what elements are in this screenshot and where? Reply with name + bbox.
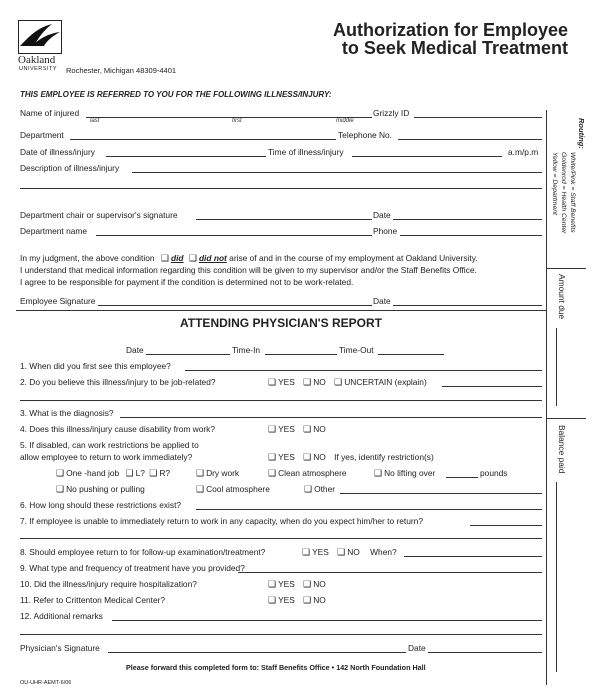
q11-options xyxy=(268,595,326,606)
logo-name: Oakland xyxy=(18,54,56,66)
right-radio-icon[interactable]: ❑ xyxy=(149,468,158,478)
telephone-label: Telephone No. xyxy=(338,130,393,140)
no-pushing-radio-icon[interactable]: ❑ xyxy=(56,484,65,494)
referral-heading: THIS EMPLOYEE IS REFERRED TO YOU FOR THE FOLLOWING ILLNESS/INJURY: xyxy=(20,90,332,99)
q9-field[interactable] xyxy=(238,572,542,573)
q8-no-label: NO xyxy=(347,547,360,557)
q2-explain-field[interactable] xyxy=(442,386,542,387)
physician-sig-field[interactable] xyxy=(108,652,406,653)
q2-no-label: NO xyxy=(313,377,326,387)
ampm-label: a.m/p.m xyxy=(508,147,539,157)
routing-line-2: Goldenrod = Health Center xyxy=(560,152,567,234)
q2-uncertain-radio-icon[interactable]: ❑ xyxy=(334,377,343,387)
date-illness-field[interactable] xyxy=(106,156,266,157)
clean-radio-icon[interactable]: ❑ xyxy=(268,468,277,478)
employee-sig-label: Employee Signature xyxy=(20,296,96,306)
q9-label: 9. What type and frequency of treatment have you provided? xyxy=(20,563,245,573)
dept-name-label: Department name xyxy=(20,226,88,236)
q12-field[interactable] xyxy=(112,620,542,621)
pounds-label: pounds xyxy=(480,468,508,478)
time-out-field[interactable] xyxy=(378,354,444,355)
q8-options xyxy=(302,547,397,558)
q8-yes-label: YES xyxy=(312,547,329,557)
grizzly-label: Grizzly ID xyxy=(373,108,410,118)
q10-no-label: NO xyxy=(313,579,326,589)
q5-label-a: 5. If disabled, can work restrictions be applied to xyxy=(20,440,199,450)
onehand-radio-icon[interactable]: ❑ xyxy=(56,468,65,478)
cool-radio-icon[interactable]: ❑ xyxy=(196,484,205,494)
q1-field[interactable] xyxy=(185,370,542,371)
q2-label: 2. Do you believe this illness/injury to be job-related? xyxy=(20,377,216,387)
chair-date-label: Date xyxy=(373,210,391,220)
q11-yes-radio-icon[interactable]: ❑ xyxy=(268,595,277,605)
department-field[interactable] xyxy=(70,139,336,140)
q5-if-yes-label: If yes, identify restriction(s) xyxy=(334,452,434,462)
q12-field-2[interactable] xyxy=(20,634,542,635)
time-in-label: Time-In xyxy=(232,345,261,355)
employee-date-field[interactable] xyxy=(393,305,542,306)
onehand-label: One -hand job xyxy=(66,468,120,478)
did-label: did xyxy=(170,253,184,263)
q3-label: 3. What is the diagnosis? xyxy=(20,408,114,418)
time-illness-field[interactable] xyxy=(352,156,502,157)
phone-field[interactable] xyxy=(400,235,542,236)
address: Rochester, Michigan 48309-4401 xyxy=(66,66,177,75)
judgment-line1 xyxy=(20,253,478,264)
q4-options xyxy=(268,424,326,435)
balance-paid-label: Balance paid xyxy=(557,425,567,474)
description-field-2[interactable] xyxy=(20,188,542,189)
dry-work-option xyxy=(196,468,239,479)
side-divider-2 xyxy=(546,418,586,419)
judgment-line3: I agree to be responsible for payment if the condition is determined not to be work-related. xyxy=(20,277,354,287)
physician-date-field[interactable] xyxy=(428,652,542,653)
q8-label: 8. Should employee return to for follow-up examination/treatment? xyxy=(20,547,266,557)
employee-sig-field[interactable] xyxy=(98,305,372,306)
chair-sig-label: Department chair or supervisor's signature xyxy=(20,210,178,220)
q11-no-label: NO xyxy=(313,595,326,605)
description-label: Description of illness/injury xyxy=(20,163,120,173)
no-lifting-option xyxy=(374,468,435,479)
date-illness-label: Date of illness/injury xyxy=(20,147,95,157)
q10-yes-radio-icon[interactable]: ❑ xyxy=(268,579,277,589)
clean-label: Clean atmosphere xyxy=(278,468,347,478)
left-label: L? xyxy=(135,468,145,478)
routing-label: Routing: xyxy=(577,118,586,149)
clean-atmosphere-option xyxy=(268,468,347,479)
dept-name-field[interactable] xyxy=(96,235,372,236)
no-pushing-option xyxy=(56,484,145,495)
dry-work-label: Dry work xyxy=(206,468,240,478)
q4-no-label: NO xyxy=(313,424,326,434)
q6-field[interactable] xyxy=(196,509,542,510)
time-out-label: Time-Out xyxy=(339,345,374,355)
grizzly-field[interactable] xyxy=(414,117,542,118)
q11-label: 11. Refer to Crittenton Medical Center? xyxy=(20,595,166,605)
q5-yes-radio-icon[interactable]: ❑ xyxy=(268,452,277,462)
q2-explain-field-2[interactable] xyxy=(20,400,542,401)
time-illness-label: Time of illness/injury xyxy=(268,147,344,157)
q8-when-field[interactable] xyxy=(404,556,542,557)
q11-yes-label: YES xyxy=(278,595,295,605)
visit-date-field[interactable] xyxy=(146,354,230,355)
department-label: Department xyxy=(20,130,64,140)
q1-label: 1. When did you first see this employee? xyxy=(20,361,171,371)
q10-no-radio-icon[interactable]: ❑ xyxy=(303,579,312,589)
q5-no-radio-icon[interactable]: ❑ xyxy=(303,452,312,462)
description-field-1[interactable] xyxy=(132,172,542,173)
logo-emblem-icon xyxy=(18,20,62,54)
no-pushing-label: No pushing or pulling xyxy=(66,484,145,494)
amount-due-field[interactable] xyxy=(556,328,557,406)
side-divider-1 xyxy=(546,268,586,269)
routing-line-1: White/Pink = Staff Benefits xyxy=(569,152,576,233)
telephone-field[interactable] xyxy=(398,139,542,140)
name-label: Name of injured xyxy=(20,108,80,118)
balance-paid-field[interactable] xyxy=(556,482,557,672)
q5-yes-label: YES xyxy=(278,452,295,462)
form-title-line2: to Seek Medical Treatment xyxy=(341,38,568,58)
physician-date-label: Date xyxy=(408,643,426,653)
q4-yes-label: YES xyxy=(278,424,295,434)
physician-sig-label: Physician's Signature xyxy=(20,643,100,653)
q8-yes-radio-icon[interactable]: ❑ xyxy=(302,547,311,557)
chair-date-field[interactable] xyxy=(393,219,542,220)
other-radio-icon[interactable]: ❑ xyxy=(304,484,313,494)
q10-yes-label: YES xyxy=(278,579,295,589)
q2-yes-label: YES xyxy=(278,377,295,387)
judgment-suffix: arise of and in the course of my employment at Oakland University. xyxy=(229,253,478,263)
q8-no-radio-icon[interactable]: ❑ xyxy=(337,547,346,557)
q5-no-label: NO xyxy=(313,452,326,462)
routing-line-3: Yellow = Department xyxy=(551,152,558,215)
forward-note: Please forward this completed form to: Staff Benefits Office • 142 North Foundation Hall xyxy=(126,663,426,672)
cool-atmosphere-option xyxy=(196,484,270,495)
did-not-label: did not xyxy=(198,253,227,263)
judgment-line2: I understand that medical information regarding this condition will be given to my supervisor and/or the Staff Benefits Office. xyxy=(20,265,477,275)
right-label: R? xyxy=(159,468,171,478)
restrictions-row-1 xyxy=(56,468,170,479)
phone-label: Phone xyxy=(373,226,398,236)
name-sub-first: first xyxy=(232,118,242,124)
other-field[interactable] xyxy=(340,493,542,494)
q5-options xyxy=(268,452,434,463)
chair-sig-field[interactable] xyxy=(196,219,372,220)
q2-no-radio-icon[interactable]: ❑ xyxy=(303,377,312,387)
q7-field-2[interactable] xyxy=(20,538,542,539)
section-divider xyxy=(16,310,546,311)
logo-sub: UNIVERSITY xyxy=(19,66,58,72)
physician-heading: ATTENDING PHYSICIAN'S REPORT xyxy=(180,316,382,330)
side-border xyxy=(546,110,547,685)
q2-yes-radio-icon[interactable]: ❑ xyxy=(268,377,277,387)
no-lifting-radio-icon[interactable]: ❑ xyxy=(374,468,383,478)
q8-when-label: When? xyxy=(370,547,397,557)
cool-label: Cool atmosphere xyxy=(206,484,270,494)
name-sub-middle: middle xyxy=(336,118,354,124)
other-option xyxy=(304,484,335,495)
q2-options xyxy=(268,377,427,388)
q4-label: 4. Does this illness/injury cause disability from work? xyxy=(20,424,216,434)
did-radio-icon[interactable]: ❑ xyxy=(160,253,169,263)
q5-label-b: allow employee to return to work immediately? xyxy=(20,452,193,462)
q10-options xyxy=(268,579,326,590)
q12-label: 12. Additional remarks xyxy=(20,611,103,621)
left-radio-icon[interactable]: ❑ xyxy=(125,468,134,478)
q10-label: 10. Did the illness/injury require hospitalization? xyxy=(20,579,197,589)
visit-date-label: Date xyxy=(126,345,144,355)
q4-no-radio-icon[interactable]: ❑ xyxy=(303,424,312,434)
other-label: Other xyxy=(314,484,336,494)
q7-label: 7. If employee is unable to immediately return to work in any capacity, when do you expect him/her to return? xyxy=(20,516,423,526)
form-title-line1: Authorization for Employee xyxy=(332,20,568,40)
name-sub-last: last xyxy=(90,118,100,124)
q4-yes-radio-icon[interactable]: ❑ xyxy=(268,424,277,434)
q7-field[interactable] xyxy=(470,525,542,526)
did-not-radio-icon[interactable]: ❑ xyxy=(188,253,197,263)
time-in-field[interactable] xyxy=(265,354,337,355)
q2-uncertain-label: UNCERTAIN (explain) xyxy=(344,377,427,387)
name-field[interactable] xyxy=(86,117,372,118)
oakland-logo xyxy=(18,20,62,74)
no-lifting-label: No lifting over xyxy=(384,468,436,478)
form-code: OU-UHR-AEMT-6/06 xyxy=(20,680,72,686)
q6-label: 6. How long should these restrictions exist? xyxy=(20,500,182,510)
pounds-field[interactable] xyxy=(446,477,478,478)
amount-due-label: Amount due xyxy=(557,274,567,320)
dry-work-radio-icon[interactable]: ❑ xyxy=(196,468,205,478)
q11-no-radio-icon[interactable]: ❑ xyxy=(303,595,312,605)
q3-field[interactable] xyxy=(120,417,542,418)
judgment-prefix: In my judgment, the above condition xyxy=(20,253,155,263)
employee-date-label: Date xyxy=(373,296,391,306)
